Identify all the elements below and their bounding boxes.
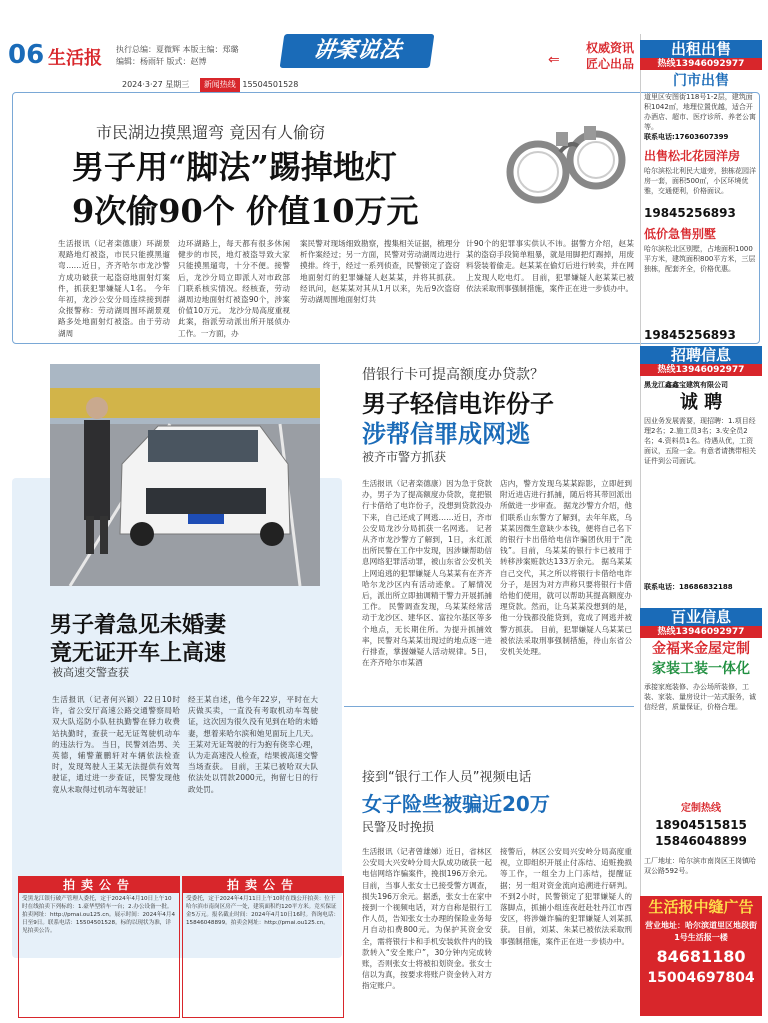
article1-col2: 边环湖路上，每天都有很多休闲健步的市民，地灯被盗导致大家只能摸黑遛弯，十分不便。接警后，龙沙分局立即派人对市政部门联系核实情况。经核查，劳动湖周边地面射灯被盗90个，涉案价值10万元。 龙沙分局高度重视此案，指派劳动派出所开展侦办工作。一方面，办 [178,239,290,338]
date-bar [122,78,462,92]
ad-land-phone: 19845256893 [644,206,736,220]
ad-decor-address: 工厂地址：哈尔滨市南岗区王岗镇哈双公路592号。 [644,857,756,875]
slogan-line1: 权威资讯 [586,41,635,55]
auction-body: 受黑龙江银行破产管理人委托，定于2024年4月10日上午10时在线拍卖下列标的：1.豪华型轿车一台；2.办公设备一批。拍卖网址：http://pmai.ou125.cn。展示时间：2024年4月4日至9日。联系电话：15504501528。标的以现状为准，详见拍卖公告。 [22,896,176,934]
slogan-line2: 匠心出品 [586,57,635,71]
ad-land-text: 哈尔滨松北利民大道旁，独栋花园洋房一套，面积500㎡，小区环境优雅，交通便利，价格面议。 [644,167,756,195]
ad-decor-banner1: 金福来金屋定制 [652,641,750,657]
ad-bottom-phone1: 84681180 [656,947,746,966]
handcuffs-icon [500,112,632,222]
ad-biz-phone: 热线13946092977 [640,626,762,638]
article1-col1: 生活报讯（记者栾德康）环湖景观路地灯被盗，市民只能摸黑遛弯……近日，齐齐哈尔市龙沙警方成功破获一起盗窃地面射灯案件，抓获犯罪嫌疑人1名。 今年年初，龙沙公安分局连续接到群众报警称：劳动湖周围环湖景观路多处地面射灯被盗。由于劳动湖周 [58,239,170,338]
news-photo [50,364,320,586]
hotline-label: 新闻热线 [200,78,240,92]
auction-notice-1 [18,876,180,1018]
ad-rent-phone: 热线13946092977 [640,58,762,70]
hotline-number: 15504501528 [242,80,299,89]
ad-job-company: 黑龙江鑫鑫宝建筑有限公司 [644,381,728,389]
auction-title: 拍卖公告 [183,877,343,893]
article4-subtitle: 接到“银行工作人员”视频电话 [362,770,532,785]
ad-bottom-text: 营业地址：哈尔滨道里区地段街1号生活报一楼 [645,921,757,942]
ad-job-phone: 热线13946092977 [640,364,762,376]
ad-land2-title: 低价急售别墅 [644,227,717,241]
auction-title: 拍卖公告 [19,877,179,893]
ad-shop-contact: 联系电话:17603607399 [644,133,729,141]
article3-col2: 店内，警方发现乌某某踪影，立即赶到附近进店进行抓捕，随后将其带回派出所做进一步审查。 据龙沙警方介绍，他们联系山东警方了解到，去年年底，乌某某因微生意缺少本钱，便将自己名下的银行卡出借给电信诈骗团伙用于“洗钱”。目前，乌某某的银行卡已被用于转移涉案赃款达133万余元。 据乌某某自己交代，其之所以将银行卡借给电诈分子，是因为对方声称只要将银行卡借给他们使用，就可以帮助其提高额度办理贷款。然而，让乌某某没想到的是，他一分钱都没能贷到，竟成了网逃并被警方抓获。 目前，犯罪嫌疑人乌某某已被依法采取刑事强制措施，待山东省公安机关处理。 [500,479,632,657]
article1-subtitle: 市民湖边摸黑遛弯 竟因有人偷窃 [96,123,326,142]
ad-shop-text: 道里区安图街118号1-2层，建筑面积1042㎡，地理位置优越，适合开办酒店、超市、医疗诊所、养老公寓等。 [644,93,756,131]
car-photo-illustration [50,364,320,586]
auction-notice-2 [182,876,344,1018]
arrow-icon: ⇐ [548,52,560,68]
ad-job-header [640,346,762,376]
article4-col1: 生活报讯（记者曾雄娣）近日，省林区公安局大兴安岭分局大队成功破获一起电信网络诈骗案件，挽损196万余元。 目前，当事人张女士已接受警方调查，损失196万余元。据悉，张女士在家中接到一个视频电话，对方自称是银行工作人员，告知张女士办理的保险业务每月自动扣费800元。为保护其资金安全，需将银行卡和手机安装软件内的钱款转入“安全账户”，30分钟内完成转账，否则张女士将被扣划资金。张女士信以为真，按要求将账户资金转入对方指定账户。 [362,847,492,991]
ad-bottom-banner [640,896,762,1016]
ad-decor-banner2: 家装工装一体化 [652,661,750,677]
article4-title: 女子险些被骗近20万 [362,792,550,816]
editors-line1: 执行总编：夏微辉 本版主编：郑璐 [116,45,239,54]
paper-name: 生活报 [48,48,102,69]
editors-block [116,44,286,68]
article2-col2: 经王某自述，他今年22岁，平时在大庆做买卖，一直没有考取机动车驾驶证，这次因为很久没有见到在哈的未婚妻，想着来哈尔滨和她见面玩上几天。王某对无证驾驶的行为抱有侥幸心理，认为走高速没人检查，结果被高速交警当场查获。 目前，王某已被哈双大队依法处以罚款2000元，拘留七日的行政处罚。 [188,695,318,794]
article2-col1: 生活报讯（记者何兴颖）22日10时许，省公安厅高速公路交通警察局哈双大队巡防小队驻执勤警在驿力收费站执勤时，查获一起无证驾驶机动车的违法行为。 当日，民警刘浩男、关英德，辅警董鹏轩对车辆依法检查时，发现驾驶人王某无法提供有效驾驶证，通过进一步查证，民警发现他竟从未取得过机动车驾驶证！ [52,695,180,794]
article1-title-line1: 男子用“脚法”踢掉地灯 [72,148,397,186]
article3-col1: 生活报讯（记者栾德康）因为急于贷款办，男子为了提高额度办贷款，竟把银行卡借给了电诈份子，没想到贷款没办下来，自己还成了网逃……近日，齐市公安局龙沙分局抓获一名网逃。 记者从齐市龙沙警方了解到，1日，永红派出所民警在工作中发现，因涉嫌帮助信息网络犯罪活动罪，被山东省公安机关上网追逃的犯罪嫌疑人乌某某有在齐齐哈尔龙沙区内有活动迹象。了解情况后，派出所立即抽调精干警力开展抓捕工作。 民警调查发现，乌某某经常活动于龙沙区、建华区、富拉尔基区等多个地点，无长期住所。为提升抓捕效率，民警对乌某某出现过的地点逐一进行排查，掌握嫌疑人活动规律。5日，在齐齐哈尔市某酒 [362,479,492,668]
ad-shop-title: 门市出售 [673,73,729,89]
ad-job-text: 因业务发展需要，现招聘：1.项目经理2名；2.施工员3名；3.安全员2名；4.资料员1名。待遇从优，工资面议，五险一金。有意者请携带相关证件到公司面试。 [644,417,756,465]
article2-title-line2: 竟无证开车上高速 [50,641,227,666]
ad-hotline-1: 18904515815 [655,818,747,832]
article4-col2: 接警后，林区公安局兴安岭分局高度重视，立即组织开展止付冻结、追赃挽损等工作，一组全力上门冻结，提醒证据；另一组对资金流向追溯进行研判。不到2小时，民警锁定了犯罪嫌疑人的落脚点，抓捕小组连夜赶赴牡丹江市西安区，将涉嫌诈骗的犯罪嫌疑人刘某抓获。 目前，刘某、朱某已被依法采取刑事强制措施，案件正在进一步侦办中。 [500,847,632,946]
column-name: 讲案说法 [280,34,435,68]
issue-date: 2024·3·27 星期三 [122,80,190,89]
ad-rent-title: 出租出售 [670,40,731,58]
article1-col3: 案民警对现场细致勘察，搜集相关证据，梳理分析作案经过；另一方面，民警对劳动湖周边进行摸排。终于，经过一系列侦查，民警锁定了盗窃地面射灯的犯罪嫌疑人赵某某，并将其抓获。 经讯问，赵某某对其从1月以来，先后9次盗窃劳动湖周围地面射灯共 [300,239,460,305]
article3-subtitle2: 被齐市警方抓获 [362,450,447,464]
ad-decor-text: 承接家庭装修、办公场所装修，工装、家装、量房设计一站式服务，诚信经营，质量保证，价格合理。 [644,683,756,711]
article4-subtitle2: 民警及时挽损 [362,820,435,834]
ad-land2-phone: 19845256893 [644,328,736,342]
article1-title-line2: 9次偷90个 价值10万元 [72,192,419,230]
ad-biz-header [640,608,762,638]
ad-biz-title: 百业信息 [670,608,731,626]
ad-job-contact: 联系电话：18686832188 [644,583,733,591]
article3-title-line2: 涉帮信罪成网逃 [362,420,530,448]
ad-land2-text: 哈尔滨松北区别墅，占地面积1000平方米，建筑面积800平方米，三层独栋，配套齐全，价格优惠。 [644,245,756,273]
article1-col4: 计90个的犯罪事实供认不讳。据警方介绍，赵某某的盗窃手段简单粗暴，就是用脚把灯踢掉，用废料袋装着偷走。赵某某在偷灯后进行转卖，并在网上发现人吃电灯。 目前，犯罪嫌疑人赵某某已被依法采取刑事强制措施，案件正在进一步侦办中。 [466,239,634,293]
ad-hotline-label: 定制热线 [681,803,721,814]
ad-job-title: 招聘信息 [670,346,731,364]
editors-line2: 编辑：杨雨轩 版式：赵博 [116,57,207,66]
ad-job-banner: 诚 聘 [679,392,723,413]
article3-subtitle: 借银行卡可提高额度办贷款？ [362,367,544,383]
ad-hotline-2: 15846048899 [655,834,747,848]
ad-land-title: 出售松北花园洋房 [644,149,741,163]
ad-bottom-phone2: 15004697804 [647,970,755,986]
page-number: 06 [8,40,45,70]
ad-bottom-title: 生活报中缝广告 [648,898,754,916]
article2-subtitle: 被高速交警查获 [52,666,129,679]
auction-body: 受委托，定于2024年4月11日上午10时在线公开拍卖：位于哈尔滨市南岗区房产一处，建筑面积约120平方米。竞买保证金5万元。报名截止时间：2024年4月10日16时。咨询电话：15846048899。拍卖会网址：http://pmai.ou125.cn。 [186,896,340,926]
article3-title-line1: 男子轻信电诈份子 [362,390,554,418]
article2-title-line1: 男子着急见未婚妻 [50,613,227,638]
ad-rent-header [640,40,762,70]
